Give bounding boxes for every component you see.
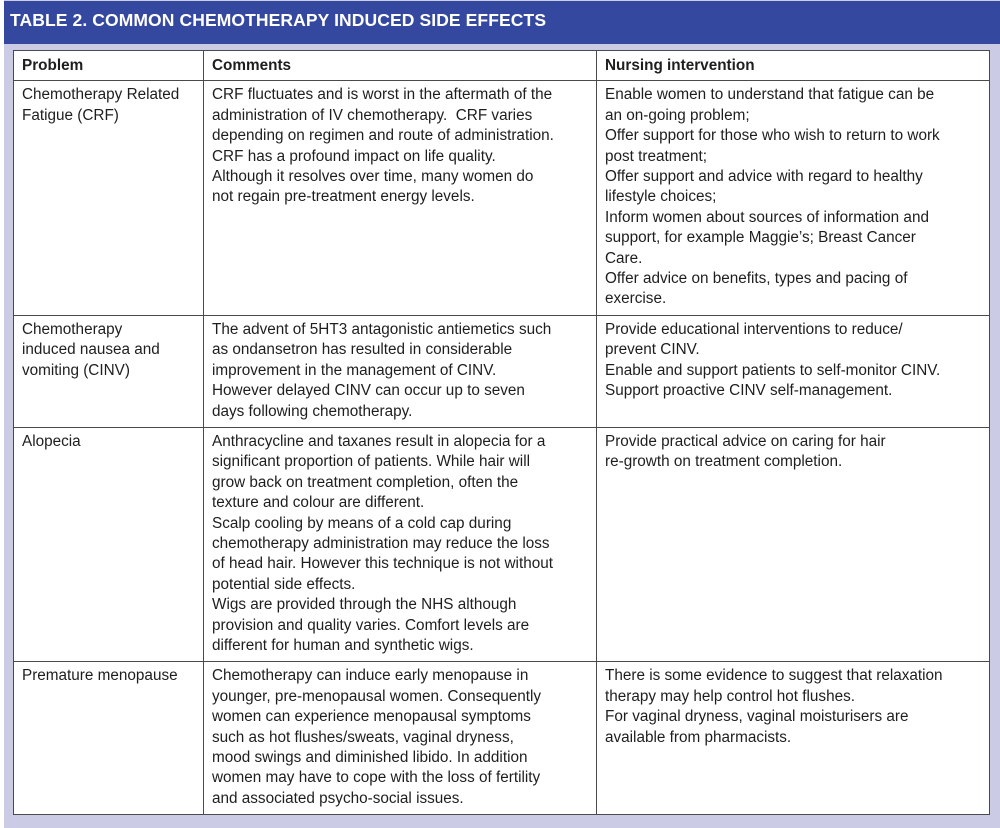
cell-line: Support proactive CINV self-management. xyxy=(605,382,893,400)
cell-line: significant proportion of patients. While hair will xyxy=(212,453,530,471)
problem-cell xyxy=(14,427,204,661)
cell-line: There is some evidence to suggest that relaxation xyxy=(605,667,943,685)
table-row xyxy=(14,81,990,315)
problem-cell xyxy=(14,81,204,315)
cell-line: not regain pre-treatment energy levels. xyxy=(212,188,475,206)
comments-cell xyxy=(204,427,597,661)
cell-line: Inform women about sources of information and xyxy=(605,208,929,226)
problem-cell xyxy=(14,662,204,815)
cell-line: texture and colour are different. xyxy=(212,494,425,512)
cell-line: CRF fluctuates and is worst in the aftermath of the xyxy=(212,86,553,104)
cell-line: Offer support for those who wish to return to work xyxy=(605,127,940,145)
cell-line: improvement in the management of CINV. xyxy=(212,361,497,379)
cell-line: women can experience menopausal symptoms xyxy=(212,708,531,726)
cell-line: such as hot flushes/sweats, vaginal dryness, xyxy=(212,728,514,746)
intervention-cell xyxy=(597,427,990,661)
cell-line: younger, pre-menopausal women. Consequently xyxy=(212,687,542,705)
cell-line: Alopecia xyxy=(22,432,81,450)
comments-cell xyxy=(204,662,597,815)
cell-line: and associated psycho-social issues. xyxy=(212,789,464,807)
cell-line: lifestyle choices; xyxy=(605,188,717,206)
cell-line: CRF has a profound impact on life quality. xyxy=(212,147,496,165)
cell-line: as ondansetron has resulted in considerable xyxy=(212,341,513,359)
intervention-cell xyxy=(597,81,990,315)
cell-line: of head hair. However this technique is not without xyxy=(212,555,553,573)
cell-line: Chemotherapy Related xyxy=(22,86,180,104)
cell-line: Chemotherapy can induce early menopause in xyxy=(212,667,529,685)
cell-line: Premature menopause xyxy=(22,667,178,685)
table-title: TABLE 2. COMMON CHEMOTHERAPY INDUCED SIDE EFFECTS xyxy=(10,10,547,30)
cell-line: exercise. xyxy=(605,290,667,308)
cell-line: For vaginal dryness, vaginal moisturisers are xyxy=(605,708,909,726)
cell-line: prevent CINV. xyxy=(605,341,700,359)
cell-line: depending on regimen and route of administration. xyxy=(212,127,554,145)
comments-cell xyxy=(204,81,597,315)
cell-line: post treatment; xyxy=(605,147,708,165)
problem-cell xyxy=(14,315,204,427)
cell-line: administration of IV chemotherapy. CRF varies xyxy=(212,106,533,124)
cell-line: However delayed CINV can occur up to seven xyxy=(212,382,525,400)
intervention-cell xyxy=(597,662,990,815)
cell-line: support, for example Maggie’s; Breast Cancer xyxy=(605,229,916,247)
cell-line: Although it resolves over time, many women do xyxy=(212,168,534,186)
cell-line: mood swings and diminished libido. In addition xyxy=(212,749,528,766)
column-header-problem: Problem xyxy=(14,51,204,81)
cell-line: Provide practical advice on caring for hair xyxy=(605,432,886,450)
cell-line: Enable and support patients to self-monitor CINV. xyxy=(605,361,941,379)
table-row xyxy=(14,315,990,427)
cell-line: Care. xyxy=(605,249,643,267)
comments-cell xyxy=(204,315,597,427)
cell-line: days following chemotherapy. xyxy=(212,402,413,420)
cell-line: induced nausea and xyxy=(22,341,160,359)
cell-line: Provide educational interventions to reduce/ xyxy=(605,320,903,338)
cell-line: Wigs are provided through the NHS although xyxy=(212,596,517,614)
cell-line: The advent of 5HT3 antagonistic antiemetics such xyxy=(212,320,552,338)
cell-line: women may have to cope with the loss of fertility xyxy=(212,769,541,787)
cell-line: re-growth on treatment completion. xyxy=(605,453,843,471)
cell-line: an on-going problem; xyxy=(605,106,750,124)
cell-line: chemotherapy administration may reduce the loss xyxy=(212,534,550,552)
cell-line: Offer support and advice with regard to healthy xyxy=(605,168,923,186)
cell-line: Enable women to understand that fatigue can be xyxy=(605,86,935,104)
cell-line: Scalp cooling by means of a cold cap during xyxy=(212,514,512,532)
cell-line: Offer advice on benefits, types and pacing of xyxy=(605,270,908,288)
cell-line: Anthracycline and taxanes result in alopecia for a xyxy=(212,432,546,450)
column-header-nursing-intervention: Nursing intervention xyxy=(597,51,990,81)
cell-line: Fatigue (CRF) xyxy=(22,106,119,124)
table-title-bar xyxy=(4,0,1000,44)
table-header-row xyxy=(14,51,990,81)
side-effects-table xyxy=(13,50,990,815)
table-row xyxy=(14,427,990,661)
column-header-comments: Comments xyxy=(204,51,597,81)
cell-line: provision and quality varies. Comfort levels are xyxy=(212,616,530,634)
cell-line: therapy may help control hot flushes. xyxy=(605,687,855,705)
cell-line: Chemotherapy xyxy=(22,320,123,338)
cell-line: available from pharmacists. xyxy=(605,728,792,746)
table-row xyxy=(14,662,990,815)
cell-line: grow back on treatment completion, often the xyxy=(212,473,519,491)
intervention-cell xyxy=(597,315,990,427)
cell-line: different for human and synthetic wigs. xyxy=(212,636,474,654)
cell-line: potential side effects. xyxy=(212,575,356,593)
table-panel xyxy=(4,0,1000,828)
cell-line: vomiting (CINV) xyxy=(22,361,130,379)
